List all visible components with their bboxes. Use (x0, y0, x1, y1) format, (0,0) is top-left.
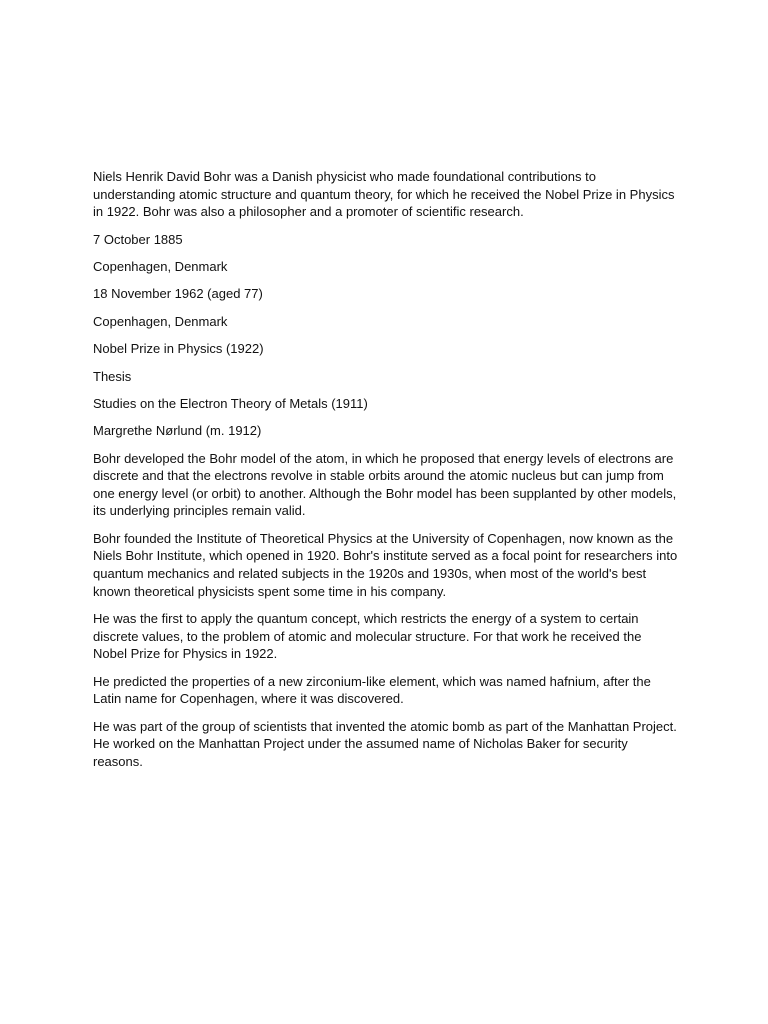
document-body (93, 168, 678, 780)
intro-paragraph: Niels Henrik David Bohr was a Danish physicist who made foundational contributions to understanding atomic structure and quantum theory, for which he received the Nobel Prize in Physics in 1922. Bohr was also a philosopher and a promoter of scientific research. (93, 169, 675, 220)
birth-date: 7 October 1885 (93, 231, 183, 247)
body-paragraph: Bohr developed the Bohr model of the atom, in which he proposed that energy levels of electrons are discrete and that the electrons revolve in stable orbits around the atomic nucleus but can jump from one energy level (or orbit) to another. Although the Bohr model has been supplanted by other models, its underlying principles remain valid. (93, 450, 677, 519)
body-paragraph: He was part of the group of scientists that invented the atomic bomb as part of the Manhattan Project. He worked on the Manhattan Project under the assumed name of Nicholas Baker for security reasons. (93, 718, 677, 769)
spouse: Margrethe Nørlund (m. 1912) (93, 423, 262, 439)
award: Nobel Prize in Physics (1922) (93, 341, 264, 357)
death-date: 18 November 1962 (aged 77) (93, 286, 263, 302)
thesis-title: Studies on the Electron Theory of Metals (1911) (93, 395, 368, 411)
body-paragraph: He was the first to apply the quantum concept, which restricts the energy of a system to certain discrete values, to the problem of atomic and molecular structure. For that work he received the Nobel Prize for Physics in 1922. (93, 611, 642, 662)
thesis-label: Thesis (93, 368, 132, 384)
body-paragraph: Bohr founded the Institute of Theoretical Physics at the University of Copenhagen, now known as the Niels Bohr Institute, which opened in 1920. Bohr's institute served as a focal point for researchers into quantum mechanics and related subjects in the 1920s and 1930s, when most of the world's best known theoretical physicists spent some time in his company. (93, 530, 678, 599)
death-place: Copenhagen, Denmark (93, 313, 228, 329)
birth-place: Copenhagen, Denmark (93, 258, 228, 274)
body-paragraph: He predicted the properties of a new zirconium-like element, which was named hafnium, after the Latin name for Copenhagen, where it was discovered. (93, 673, 651, 707)
